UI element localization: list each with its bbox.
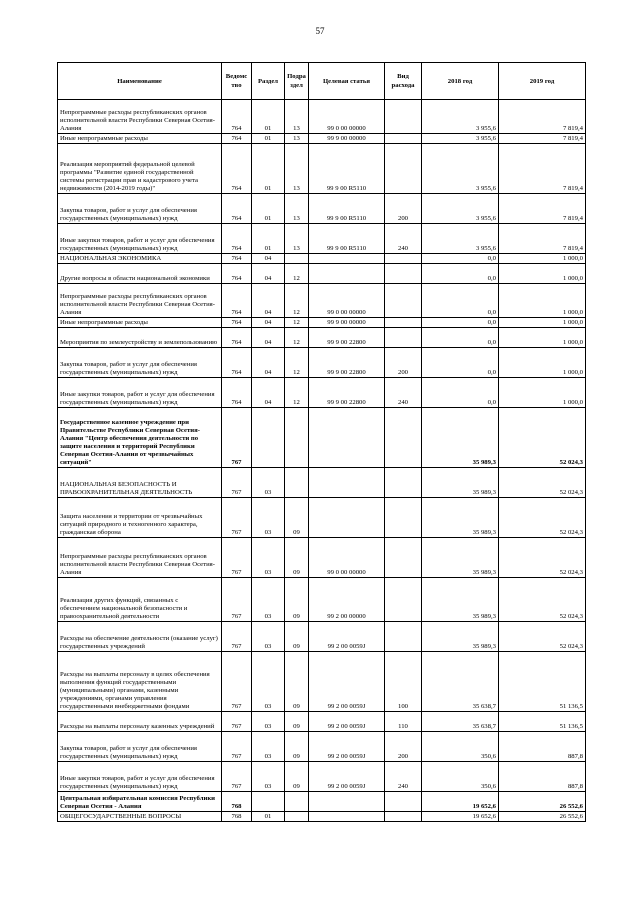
cell-expense-type: 240 bbox=[385, 224, 422, 254]
cell-target-article: 99 9 00 22800 bbox=[309, 378, 385, 408]
cell-department: 764 bbox=[222, 328, 252, 348]
cell-section: 04 bbox=[252, 328, 285, 348]
cell-amount-2018: 0,0 bbox=[422, 378, 499, 408]
table-row bbox=[58, 134, 586, 144]
cell-section: 01 bbox=[252, 144, 285, 194]
cell-department: 764 bbox=[222, 254, 252, 264]
cell-name: Иные закупки товаров, работ и услуг для обеспечения государственных (муниципальных) нужд bbox=[58, 378, 222, 408]
cell-target-article bbox=[309, 254, 385, 264]
header-target-article: Целевая статья bbox=[309, 63, 385, 100]
cell-expense-type bbox=[385, 792, 422, 812]
header-subsection: Подра здел bbox=[285, 63, 309, 100]
cell-expense-type: 110 bbox=[385, 712, 422, 732]
table-row bbox=[58, 264, 586, 284]
cell-expense-type bbox=[385, 622, 422, 652]
cell-department: 767 bbox=[222, 762, 252, 792]
cell-name: Закупка товаров, работ и услуг для обеспечения государственных (муниципальных) нужд bbox=[58, 194, 222, 224]
cell-section: 01 bbox=[252, 194, 285, 224]
cell-subsection: 12 bbox=[285, 348, 309, 378]
cell-name: ОБЩЕГОСУДАРСТВЕННЫЕ ВОПРОСЫ bbox=[58, 812, 222, 822]
table-row bbox=[58, 328, 586, 348]
table-row bbox=[58, 712, 586, 732]
cell-section: 01 bbox=[252, 812, 285, 822]
cell-expense-type bbox=[385, 328, 422, 348]
cell-subsection: 12 bbox=[285, 378, 309, 408]
table-row bbox=[58, 622, 586, 652]
cell-name: Иные непрограммные расходы bbox=[58, 134, 222, 144]
cell-amount-2018: 3 955,6 bbox=[422, 134, 499, 144]
cell-amount-2018: 35 989,3 bbox=[422, 408, 499, 468]
cell-expense-type bbox=[385, 284, 422, 318]
cell-department: 767 bbox=[222, 408, 252, 468]
cell-amount-2018: 0,0 bbox=[422, 264, 499, 284]
cell-amount-2018: 19 652,6 bbox=[422, 812, 499, 822]
cell-subsection: 09 bbox=[285, 762, 309, 792]
cell-subsection: 13 bbox=[285, 134, 309, 144]
cell-department: 767 bbox=[222, 732, 252, 762]
cell-target-article: 99 2 00 0059J bbox=[309, 732, 385, 762]
cell-department: 764 bbox=[222, 348, 252, 378]
cell-name: Закупка товаров, работ и услуг для обеспечения государственных (муниципальных) нужд bbox=[58, 348, 222, 378]
cell-name: Непрограммные расходы республиканских органов исполнительной власти Республики Северная Осетия-Алания bbox=[58, 100, 222, 134]
cell-target-article: 99 9 00 22800 bbox=[309, 348, 385, 378]
header-expense-type: Вид расхода bbox=[385, 63, 422, 100]
cell-expense-type bbox=[385, 812, 422, 822]
cell-amount-2018: 0,0 bbox=[422, 284, 499, 318]
cell-amount-2018: 0,0 bbox=[422, 348, 499, 378]
cell-expense-type bbox=[385, 264, 422, 284]
cell-department: 767 bbox=[222, 498, 252, 538]
cell-amount-2018: 35 989,3 bbox=[422, 578, 499, 622]
cell-amount-2019: 7 819,4 bbox=[499, 224, 586, 254]
cell-expense-type: 100 bbox=[385, 652, 422, 712]
cell-department: 764 bbox=[222, 378, 252, 408]
table-row bbox=[58, 100, 586, 134]
cell-subsection bbox=[285, 408, 309, 468]
cell-name: Непрограммные расходы республиканских органов исполнительной власти Республики Северная Осетия-Алания bbox=[58, 538, 222, 578]
cell-amount-2019: 1 000,0 bbox=[499, 284, 586, 318]
cell-subsection bbox=[285, 812, 309, 822]
header-section: Раздел bbox=[252, 63, 285, 100]
cell-target-article bbox=[309, 498, 385, 538]
cell-department: 767 bbox=[222, 652, 252, 712]
cell-expense-type bbox=[385, 578, 422, 622]
cell-target-article bbox=[309, 812, 385, 822]
cell-department: 764 bbox=[222, 224, 252, 254]
cell-expense-type bbox=[385, 498, 422, 538]
table-row bbox=[58, 652, 586, 712]
table-row bbox=[58, 348, 586, 378]
cell-name: Иные закупки товаров, работ и услуг для обеспечения государственных (муниципальных) нужд bbox=[58, 762, 222, 792]
cell-amount-2018: 35 989,3 bbox=[422, 538, 499, 578]
cell-name: Иные непрограммные расходы bbox=[58, 318, 222, 328]
cell-target-article: 99 9 00 R5110 bbox=[309, 194, 385, 224]
cell-department: 764 bbox=[222, 144, 252, 194]
cell-amount-2018: 3 955,6 bbox=[422, 144, 499, 194]
cell-section: 04 bbox=[252, 254, 285, 264]
cell-amount-2019: 51 136,5 bbox=[499, 652, 586, 712]
cell-subsection: 09 bbox=[285, 538, 309, 578]
cell-subsection bbox=[285, 468, 309, 498]
cell-subsection: 09 bbox=[285, 712, 309, 732]
cell-amount-2018: 0,0 bbox=[422, 318, 499, 328]
cell-section: 01 bbox=[252, 224, 285, 254]
cell-name: Центральная избирательная комиссия Республики Северная Осетия - Алания bbox=[58, 792, 222, 812]
cell-section: 03 bbox=[252, 712, 285, 732]
cell-amount-2018: 35 989,3 bbox=[422, 468, 499, 498]
cell-target-article bbox=[309, 264, 385, 284]
cell-expense-type: 200 bbox=[385, 194, 422, 224]
cell-amount-2019: 26 552,6 bbox=[499, 792, 586, 812]
cell-amount-2018: 35 638,7 bbox=[422, 652, 499, 712]
cell-target-article: 99 2 00 00000 bbox=[309, 578, 385, 622]
table-row bbox=[58, 538, 586, 578]
table-body bbox=[58, 100, 586, 822]
cell-department: 764 bbox=[222, 318, 252, 328]
cell-expense-type bbox=[385, 144, 422, 194]
cell-expense-type: 240 bbox=[385, 378, 422, 408]
cell-amount-2018: 3 955,6 bbox=[422, 194, 499, 224]
cell-department: 767 bbox=[222, 712, 252, 732]
cell-target-article: 99 0 00 00000 bbox=[309, 538, 385, 578]
cell-section: 03 bbox=[252, 622, 285, 652]
table-header-row bbox=[58, 63, 586, 100]
cell-amount-2019: 7 819,4 bbox=[499, 194, 586, 224]
cell-target-article: 99 9 00 00000 bbox=[309, 134, 385, 144]
cell-amount-2019: 1 000,0 bbox=[499, 378, 586, 408]
cell-amount-2019: 1 000,0 bbox=[499, 348, 586, 378]
table-row bbox=[58, 498, 586, 538]
cell-subsection: 13 bbox=[285, 194, 309, 224]
header-year-2018: 2018 год bbox=[422, 63, 499, 100]
table-row bbox=[58, 144, 586, 194]
cell-section: 01 bbox=[252, 134, 285, 144]
cell-target-article: 99 9 00 22800 bbox=[309, 328, 385, 348]
cell-name: Закупка товаров, работ и услуг для обеспечения государственных (муниципальных) нужд bbox=[58, 732, 222, 762]
cell-target-article: 99 0 00 00000 bbox=[309, 100, 385, 134]
cell-amount-2018: 3 955,6 bbox=[422, 224, 499, 254]
cell-target-article bbox=[309, 408, 385, 468]
cell-target-article: 99 9 00 00000 bbox=[309, 318, 385, 328]
cell-amount-2019: 52 024,3 bbox=[499, 468, 586, 498]
cell-section: 04 bbox=[252, 378, 285, 408]
cell-target-article: 99 2 00 0059J bbox=[309, 762, 385, 792]
cell-name: Государственное казенное учреждение при Правительстве Республики Северная Осетия-Алания "Центр обеспечения деятельности по защите населения и территорий Республики Северная Осетия-Алания от чрезвычайных ситуаций" bbox=[58, 408, 222, 468]
cell-section: 03 bbox=[252, 538, 285, 578]
header-department: Ведомс тво bbox=[222, 63, 252, 100]
budget-table bbox=[57, 62, 586, 822]
cell-amount-2018: 350,6 bbox=[422, 762, 499, 792]
cell-subsection bbox=[285, 254, 309, 264]
cell-department: 767 bbox=[222, 538, 252, 578]
cell-department: 764 bbox=[222, 284, 252, 318]
cell-subsection: 12 bbox=[285, 318, 309, 328]
cell-amount-2018: 350,6 bbox=[422, 732, 499, 762]
cell-target-article bbox=[309, 792, 385, 812]
cell-amount-2019: 52 024,3 bbox=[499, 622, 586, 652]
cell-name: Защита населения и территории от чрезвычайных ситуаций природного и техногенного характера, гражданская оборона bbox=[58, 498, 222, 538]
cell-section: 03 bbox=[252, 762, 285, 792]
cell-expense-type bbox=[385, 134, 422, 144]
cell-amount-2019: 1 000,0 bbox=[499, 318, 586, 328]
cell-section: 03 bbox=[252, 468, 285, 498]
cell-amount-2018: 19 652,6 bbox=[422, 792, 499, 812]
cell-name: Иные закупки товаров, работ и услуг для обеспечения государственных (муниципальных) нужд bbox=[58, 224, 222, 254]
cell-expense-type bbox=[385, 538, 422, 578]
cell-section: 03 bbox=[252, 732, 285, 762]
cell-amount-2019: 7 819,4 bbox=[499, 134, 586, 144]
cell-department: 767 bbox=[222, 578, 252, 622]
table-row bbox=[58, 318, 586, 328]
cell-section: 03 bbox=[252, 652, 285, 712]
cell-target-article: 99 2 00 0059J bbox=[309, 652, 385, 712]
table-row bbox=[58, 578, 586, 622]
cell-expense-type bbox=[385, 254, 422, 264]
table-row bbox=[58, 254, 586, 264]
cell-subsection: 09 bbox=[285, 498, 309, 538]
cell-subsection bbox=[285, 792, 309, 812]
cell-name: Реализация других функций, связанных с обеспечением национальной безопасности и правоохранительной деятельности bbox=[58, 578, 222, 622]
cell-section bbox=[252, 792, 285, 812]
cell-target-article: 99 0 00 00000 bbox=[309, 284, 385, 318]
cell-amount-2019: 1 000,0 bbox=[499, 254, 586, 264]
cell-name: Расходы на выплаты персоналу казенных учреждений bbox=[58, 712, 222, 732]
cell-amount-2019: 52 024,3 bbox=[499, 578, 586, 622]
cell-expense-type bbox=[385, 100, 422, 134]
cell-section: 04 bbox=[252, 264, 285, 284]
cell-expense-type bbox=[385, 318, 422, 328]
cell-target-article bbox=[309, 468, 385, 498]
cell-name: Другие вопросы в области национальной экономики bbox=[58, 264, 222, 284]
cell-amount-2019: 52 024,3 bbox=[499, 498, 586, 538]
cell-amount-2019: 1 000,0 bbox=[499, 264, 586, 284]
cell-amount-2019: 887,8 bbox=[499, 762, 586, 792]
cell-name: Расходы на выплаты персоналу в целях обеспечения выполнения функций государственными (муниципальными) органами, казенными учреждениями, органами управления государственными внебюджетными фондами bbox=[58, 652, 222, 712]
cell-subsection: 12 bbox=[285, 264, 309, 284]
cell-expense-type bbox=[385, 468, 422, 498]
cell-amount-2019: 7 819,4 bbox=[499, 144, 586, 194]
cell-subsection: 09 bbox=[285, 732, 309, 762]
cell-amount-2019: 26 552,6 bbox=[499, 812, 586, 822]
cell-subsection: 12 bbox=[285, 284, 309, 318]
table-row bbox=[58, 284, 586, 318]
cell-name: НАЦИОНАЛЬНАЯ ЭКОНОМИКА bbox=[58, 254, 222, 264]
cell-department: 764 bbox=[222, 134, 252, 144]
cell-amount-2019: 887,8 bbox=[499, 732, 586, 762]
cell-name: Мероприятия по землеустройству и землепользованию bbox=[58, 328, 222, 348]
cell-amount-2019: 51 136,5 bbox=[499, 712, 586, 732]
table-row bbox=[58, 792, 586, 812]
cell-expense-type: 240 bbox=[385, 762, 422, 792]
cell-target-article: 99 2 00 0059J bbox=[309, 712, 385, 732]
cell-department: 764 bbox=[222, 194, 252, 224]
cell-department: 767 bbox=[222, 622, 252, 652]
cell-section: 04 bbox=[252, 318, 285, 328]
cell-section: 04 bbox=[252, 348, 285, 378]
cell-name: НАЦИОНАЛЬНАЯ БЕЗОПАСНОСТЬ И ПРАВООХРАНИТЕЛЬНАЯ ДЕЯТЕЛЬНОСТЬ bbox=[58, 468, 222, 498]
cell-department: 764 bbox=[222, 264, 252, 284]
header-name: Наименование bbox=[58, 63, 222, 100]
cell-amount-2018: 3 955,6 bbox=[422, 100, 499, 134]
cell-name: Непрограммные расходы республиканских органов исполнительной власти Республики Северная Осетия-Алания bbox=[58, 284, 222, 318]
cell-amount-2018: 35 989,3 bbox=[422, 498, 499, 538]
table-row bbox=[58, 468, 586, 498]
cell-department: 764 bbox=[222, 100, 252, 134]
table-row bbox=[58, 762, 586, 792]
cell-name: Реализация мероприятий федеральной целевой программы "Развитие единой государственной системы регистрации прав и кадастрового учета недвижимости (2014-2019 годы)" bbox=[58, 144, 222, 194]
cell-amount-2018: 35 638,7 bbox=[422, 712, 499, 732]
cell-subsection: 13 bbox=[285, 144, 309, 194]
table-row bbox=[58, 378, 586, 408]
cell-subsection: 13 bbox=[285, 224, 309, 254]
cell-subsection: 09 bbox=[285, 652, 309, 712]
cell-section: 03 bbox=[252, 498, 285, 538]
cell-department: 767 bbox=[222, 468, 252, 498]
table-row bbox=[58, 812, 586, 822]
cell-amount-2018: 0,0 bbox=[422, 328, 499, 348]
cell-section bbox=[252, 408, 285, 468]
cell-target-article: 99 9 00 R5110 bbox=[309, 144, 385, 194]
table-row bbox=[58, 194, 586, 224]
cell-target-article: 99 2 00 0059J bbox=[309, 622, 385, 652]
cell-subsection: 12 bbox=[285, 328, 309, 348]
cell-amount-2018: 35 989,3 bbox=[422, 622, 499, 652]
cell-department: 768 bbox=[222, 792, 252, 812]
table-row bbox=[58, 732, 586, 762]
cell-subsection: 09 bbox=[285, 578, 309, 622]
cell-target-article: 99 9 00 R5110 bbox=[309, 224, 385, 254]
table-row bbox=[58, 224, 586, 254]
cell-expense-type: 200 bbox=[385, 348, 422, 378]
cell-name: Расходы на обеспечение деятельности (оказание услуг) государственных учреждений bbox=[58, 622, 222, 652]
cell-expense-type: 200 bbox=[385, 732, 422, 762]
cell-amount-2018: 0,0 bbox=[422, 254, 499, 264]
cell-expense-type bbox=[385, 408, 422, 468]
cell-amount-2019: 1 000,0 bbox=[499, 328, 586, 348]
table-row bbox=[58, 408, 586, 468]
cell-section: 03 bbox=[252, 578, 285, 622]
cell-section: 04 bbox=[252, 284, 285, 318]
header-year-2019: 2019 год bbox=[499, 63, 586, 100]
cell-amount-2019: 52 024,3 bbox=[499, 408, 586, 468]
cell-department: 768 bbox=[222, 812, 252, 822]
cell-amount-2019: 7 819,4 bbox=[499, 100, 586, 134]
cell-amount-2019: 52 024,3 bbox=[499, 538, 586, 578]
cell-subsection: 13 bbox=[285, 100, 309, 134]
cell-section: 01 bbox=[252, 100, 285, 134]
page-number: 57 bbox=[315, 26, 325, 36]
cell-subsection: 09 bbox=[285, 622, 309, 652]
